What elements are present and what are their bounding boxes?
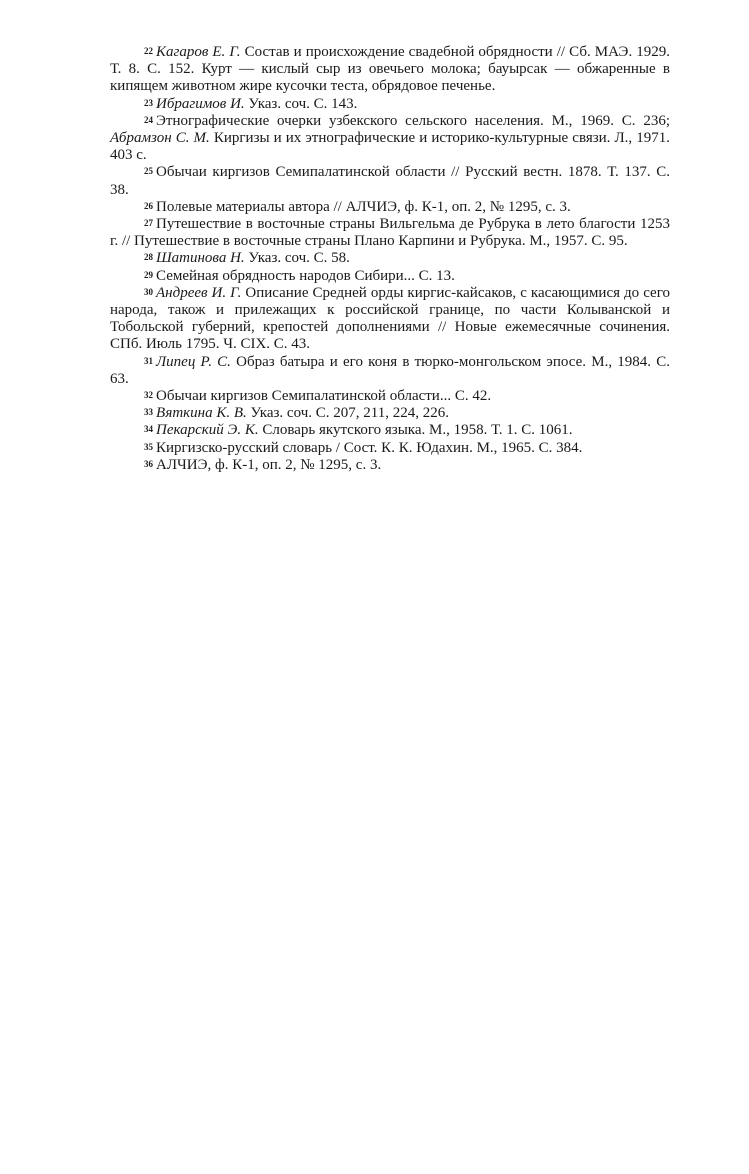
footnote-author: Кагаров Е. Г.	[156, 44, 241, 60]
footnote-number: 34	[144, 424, 153, 435]
footnote	[110, 44, 670, 96]
footnote-number: 22	[144, 46, 153, 56]
footnote-text: Указ. соч. С. 143.	[248, 95, 358, 112]
footnote-text: Обычаи киргизов Семипалатинской области... С. 42.	[156, 388, 492, 405]
footnote-number: 31	[144, 355, 153, 366]
footnote-number: 27	[144, 218, 153, 229]
footnote-number: 36	[144, 458, 153, 469]
footnote	[110, 405, 670, 422]
footnote	[110, 354, 670, 388]
footnote-text: Образ батыра и его коня в тюрко-монгольском эпосе. М., 1984. С. 63.	[110, 353, 670, 387]
footnote-author: Вяткина К. В.	[156, 405, 247, 422]
footnote	[110, 285, 670, 354]
footnote-author: Пекарский Э. К.	[156, 422, 259, 439]
footnote-text: Описание Средней орды киргис-кайсаков, с касающимися до сего народа, також и прилежащих к российской границе, по части Колыванской и Тобольской губерний, крепостей дополнениями // Новые ежемесячные сочинения. СПб. Июль 1795. Ч. CIX. С. 43.	[110, 284, 670, 353]
footnote-number: 32	[144, 390, 153, 401]
footnote-number: 28	[144, 252, 153, 263]
footnote-number: 33	[144, 407, 153, 418]
footnote	[110, 250, 670, 267]
footnote-number: 25	[144, 166, 153, 177]
footnote-number: 23	[144, 97, 153, 108]
footnote-number: 26	[144, 200, 153, 211]
footnote-number: 35	[144, 441, 153, 452]
footnote	[110, 440, 670, 457]
footnote-text: Этнографические очерки узбекского сельского населения. М., 1969. С. 236;	[156, 112, 670, 129]
footnote	[110, 164, 670, 198]
footnote-author: Липец Р. С.	[156, 353, 231, 370]
footnote-text: Киргизско-русский словарь / Сост. К. К. Юдахин. М., 1965. С. 384.	[156, 439, 583, 456]
footnote-text: Словарь якутского языка. М., 1958. Т. 1. С. 1061.	[262, 422, 573, 439]
footnote-text: АЛЧИЭ, ф. К-1, оп. 2, № 1295, с. 3.	[156, 456, 382, 473]
footnote	[110, 96, 670, 113]
footnote-text: Семейная обрядность народов Сибири... С. 13.	[156, 267, 455, 284]
footnotes-page	[110, 44, 670, 474]
footnote	[110, 388, 670, 405]
footnote	[110, 268, 670, 285]
footnote-author: Шатинова Н.	[156, 250, 245, 267]
footnote-text: Путешествие в восточные страны Вильгельма де Рубрука в лето благости 1253 г. // Путешествие в восточные страны Плано Карпини и Рубрука. М., 1957. С. 95.	[110, 216, 670, 250]
footnote-number: 29	[144, 269, 153, 280]
footnote-text: Состав и происхождение свадебной обрядности // Сб. МАЭ. 1929. Т. 8. С. 152. Курт — кислый сыр из овечьего молока; бауырсак — обжаренные в кипящем животном жире кусочки теста, обрядовое печенье.	[110, 44, 671, 95]
footnote	[110, 216, 670, 250]
footnote-text: Обычаи киргизов Семипалатинской области // Русский вестн. 1878. Т. 137. С. 38.	[110, 164, 670, 198]
footnote-author: Андреев И. Г.	[156, 284, 242, 301]
footnote-author: Ибрагимов И.	[156, 95, 245, 112]
footnote-text: Указ. соч. С. 207, 211, 224, 226.	[250, 405, 449, 422]
footnote-number: 24	[144, 114, 153, 125]
footnote-number: 30	[144, 286, 153, 297]
footnote-author: Абрамзон С. М.	[110, 130, 210, 147]
footnote	[110, 199, 670, 216]
footnote	[110, 457, 670, 474]
footnote-text: Полевые материалы автора // АЛЧИЭ, ф. К-1, оп. 2, № 1295, с. 3.	[156, 198, 571, 215]
footnote	[110, 113, 670, 165]
footnote-text: Указ. соч. С. 58.	[248, 250, 350, 267]
footnote-text-continued: Киргизы и их этнографические и историко-культурные связи. Л., 1971. 403 с.	[110, 130, 670, 164]
footnote	[110, 422, 670, 439]
